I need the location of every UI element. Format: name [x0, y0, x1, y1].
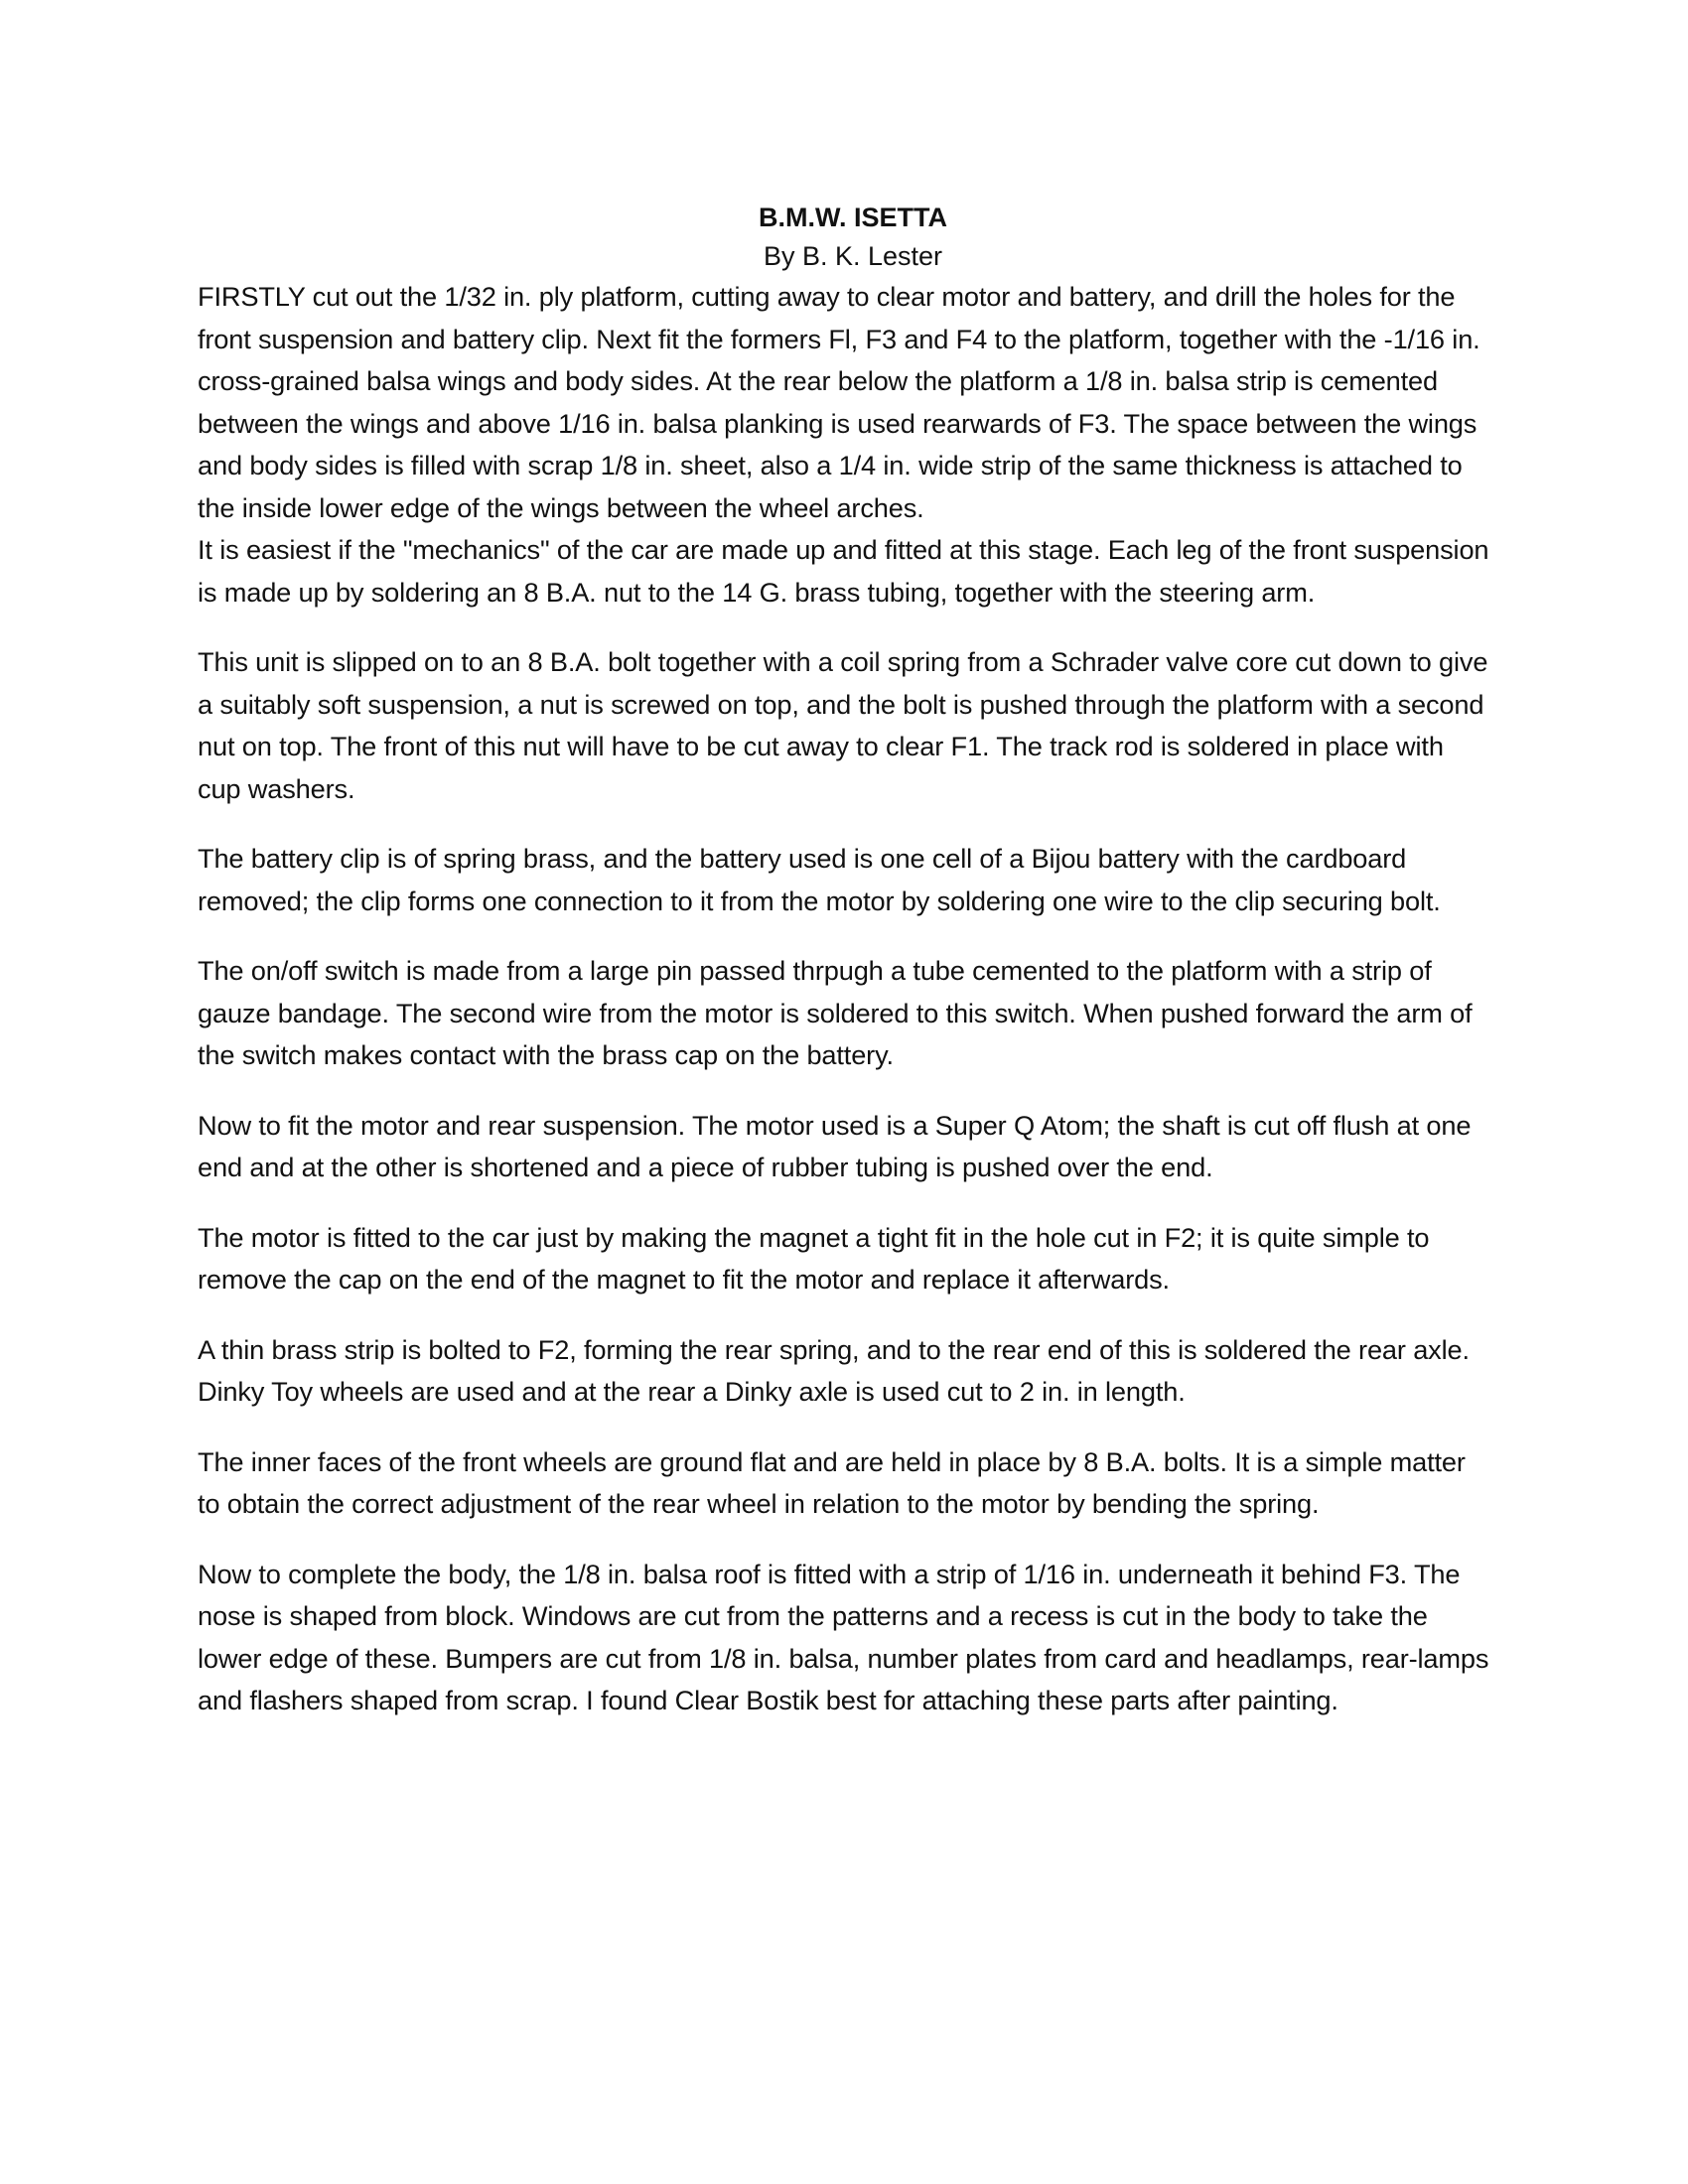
paragraph: The battery clip is of spring brass, and the battery used is one cell of a Bijou battery with the cardboard removed; the clip forms one connection to it from the motor by soldering one wire to the clip securing bolt.: [198, 843, 1441, 916]
paragraph: Now to fit the motor and rear suspension. The motor used is a Super Q Atom; the shaft is cut off flush at one end and at the other is shortened and a piece of rubber tubing is pushed over the end.: [198, 1109, 1472, 1182]
paragraph: This unit is slipped on to an 8 B.A. bolt together with a coil spring from a Schrader valve core cut down to give a suitably soft suspension, a nut is screwed on top, and the bolt is pushed through the platform with a second nut on top. The front of this nut will have to be cut away to clear F1. The track rod is soldered in place with cup washers.: [198, 646, 1488, 804]
article-body: [198, 199, 1490, 1750]
paragraph: It is easiest if the "mechanics" of the car are made up and fitted at this stage. Each leg of the front suspension is made up by soldering an 8 B.A. nut to the 14 G. brass tubing, together with the steering arm.: [198, 534, 1489, 608]
article-byline: By B. K. Lester: [763, 241, 943, 271]
paragraph: The motor is fitted to the car just by making the magnet a tight fit in the hole cut in F2; it is quite simple to remove the cap on the end of the magnet to fit the motor and replace it afterwards.: [198, 1221, 1430, 1295]
paragraph: The inner faces of the front wheels are ground flat and are held in place by 8 B.A. bolts. It is a simple matter to obtain the correct adjustment of the rear wheel in relation to the motor by bending the spring.: [198, 1445, 1466, 1519]
paragraph: FIRSTLY cut out the 1/32 in. ply platform, cutting away to clear motor and battery, and drill the holes for the front suspension and battery clip. Next fit the formers Fl, F3 and F4 to the platform, together with the -1/16 in. cross-grained balsa wings and body sides. At the rear below the platform a 1/8 in. balsa strip is cemented between the wings and above 1/16 in. balsa planking is used rearwards of F3. The space between the wings and body sides is filled with scrap 1/8 in. sheet, also a 1/4 in. wide strip of the same thickness is attached to the inside lower edge of the wings between the wheel arches.: [198, 281, 1480, 523]
paragraph: Now to complete the body, the 1/8 in. balsa roof is fitted with a strip of 1/16 in. underneath it behind F3. The nose is shaped from block. Windows are cut from the patterns and a recess is cut in the body to take the lower edge of these. Bumpers are cut from 1/8 in. balsa, number plates from card and headlamps, rear-lamps and flashers shaped from scrap. I found Clear Bostik best for attaching these parts after painting.: [198, 1558, 1489, 1715]
paragraph: The on/off switch is made from a large pin passed thrpugh a tube cemented to the platform with a strip of gauze bandage. The second wire from the motor is soldered to this switch. When pushed forward the arm of the switch makes contact with the brass cap on the battery.: [198, 955, 1473, 1070]
article-title: B.M.W. ISETTA: [759, 203, 947, 232]
paragraph: A thin brass strip is bolted to F2, forming the rear spring, and to the rear end of this is soldered the rear axle. Dinky Toy wheels are used and at the rear a Dinky axle is used cut to 2 in. in length.: [198, 1333, 1470, 1407]
